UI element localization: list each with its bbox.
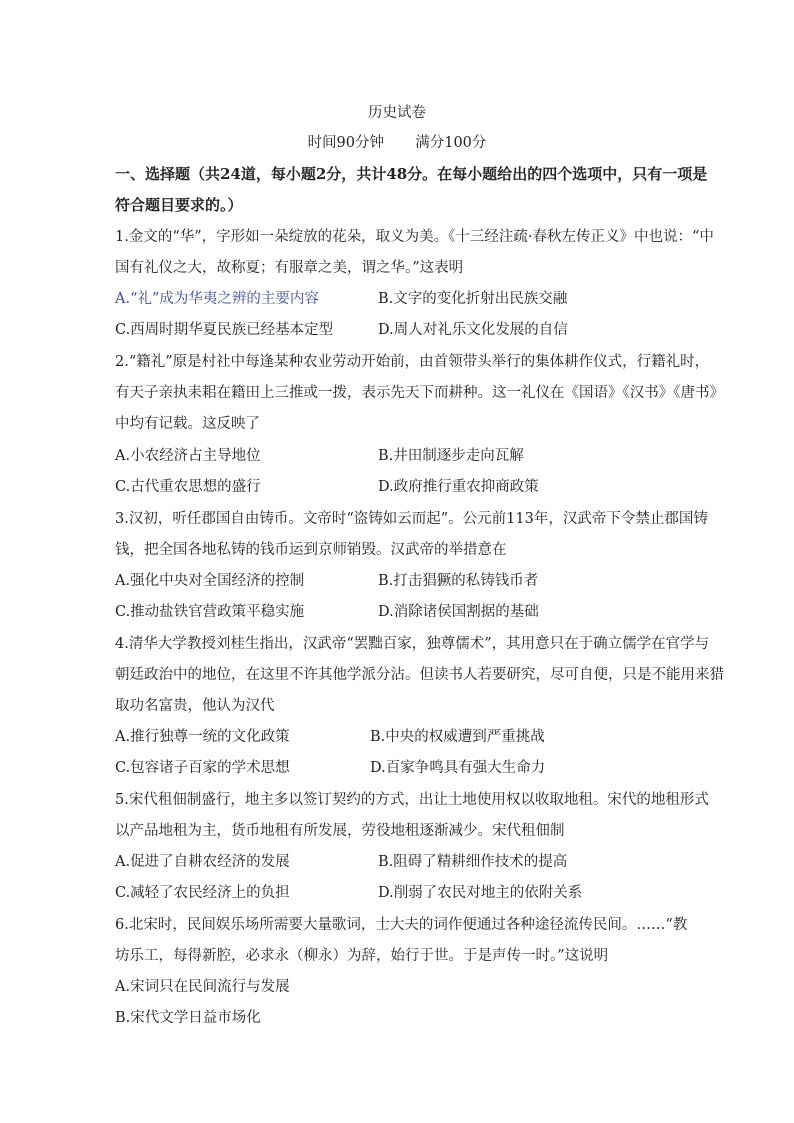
question-6-text-line2: 坊乐工，每得新腔，必求永（柳永）为辞，始行于世。于是声传一时。”这说明 [115,948,609,964]
question-1-option-a: A.“礼”成为华夷之辨的主要内容 [115,291,319,307]
question-3-option-d: D.消除诸侯国割据的基础 [378,604,539,620]
question-1-option-b: B.文字的变化折射出民族交融 [378,291,568,307]
question-2-text-line2: 有天子亲执耒耜在籍田上三推或一拨，表示先天下而耕种。这一礼仪在《国语》《汉书》《唐书》 [115,385,724,401]
question-2-text-line1: 2.“籍礼”原是村社中每逢某种农业劳动开始前，由首领带头举行的集体耕作仪式，行籍礼时， [115,354,710,370]
question-5-option-a: A.促进了自耕农经济的发展 [115,854,290,870]
question-5-text-line2: 以产品地租为主，货币地租有所发展，劳役地租逐渐减少。宋代租佃制 [115,823,565,839]
section-heading-line2: 符合题目要求的。） [115,196,243,214]
question-2-option-c: C.古代重农思想的盛行 [115,479,261,495]
exam-title: 历史试卷 [368,105,426,121]
question-2-option-b: B.井田制逐步走向瓦解 [378,448,524,464]
score-info: 满分100分 [415,135,487,151]
question-3-option-a: A.强化中央对全国经济的控制 [115,573,305,589]
question-2-text-line3: 中均有记载。这反映了 [115,416,260,432]
question-6-option-a: A.宋词只在民间流行与发展 [115,979,290,995]
question-3-text-line2: 钱，把全国各地私铸的钱币运到京师销毁。汉武帝的举措意在 [115,542,507,558]
question-3-option-c: C.推动盐铁官营政策平稳实施 [115,604,305,620]
question-6-option-b: B.宋代文学日益市场化 [115,1010,261,1026]
question-3-option-b: B.打击猖獗的私铸钱币者 [378,573,539,589]
question-3-text-line1: 3.汉初，听任郡国自由铸币。文帝时“盗铸如云而起”。公元前113年，汉武帝下令禁止郡国铸 [115,511,708,527]
section-heading-line1: 一、选择题（共24道，每小题2分，共计48分。在每小题给出的四个选项中，只有一项是 [115,165,708,183]
question-4-text-line1: 4.清华大学教授刘桂生指出，汉武帝“罢黜百家，独尊儒术”，其用意只在于确立儒学在官学与 [115,636,710,652]
question-1-text-line2: 国有礼仪之大，故称夏；有服章之美，谓之华。”这表明 [115,260,464,276]
question-5-option-d: D.削弱了农民对地主的依附关系 [378,885,583,901]
question-2-option-a: A.小农经济占主导地位 [115,448,261,464]
question-1-option-d: D.周人对礼乐文化发展的自信 [378,322,568,338]
question-2-option-d: D.政府推行重农抑商政策 [378,479,539,495]
question-4-option-b: B.中央的权威遭到严重挑战 [370,729,545,745]
question-4-option-c: C.包容诸子百家的学术思想 [115,760,290,776]
exam-info [0,133,794,153]
question-5-option-c: C.减轻了农民经济上的负担 [115,885,290,901]
question-1-option-c: C.西周时期华夏民族已经基本定型 [115,322,334,338]
question-4-text-line2: 朝廷政治中的地位，在这里不许其他学派分沾。但读书人若要研究，尽可自便，只是不能用来猎 [115,667,724,683]
question-4-option-a: A.推行独尊一统的文化政策 [115,729,290,745]
question-5-option-b: B.阻碍了精耕细作技术的提高 [378,854,568,870]
time-info: 时间90分钟 [307,135,385,151]
question-4-text-line3: 取功名富贵，他认为汉代 [115,698,275,714]
question-4-option-d: D.百家争鸣具有强大生命力 [370,760,546,776]
question-5-text-line1: 5.宋代租佃制盛行，地主多以签订契约的方式，出让土地使用权以收取地租。宋代的地租形式 [115,792,709,808]
question-6-text-line1: 6.北宋时，民间娱乐场所需要大量歌词，士大夫的词作便通过各种途径流传民间。……“教 [115,917,688,933]
question-1-text-line1: 1.金文的“华”，字形如一朵绽放的花朵，取义为美。《十三经注疏·春秋左传正义》中也说：“中 [115,229,714,245]
